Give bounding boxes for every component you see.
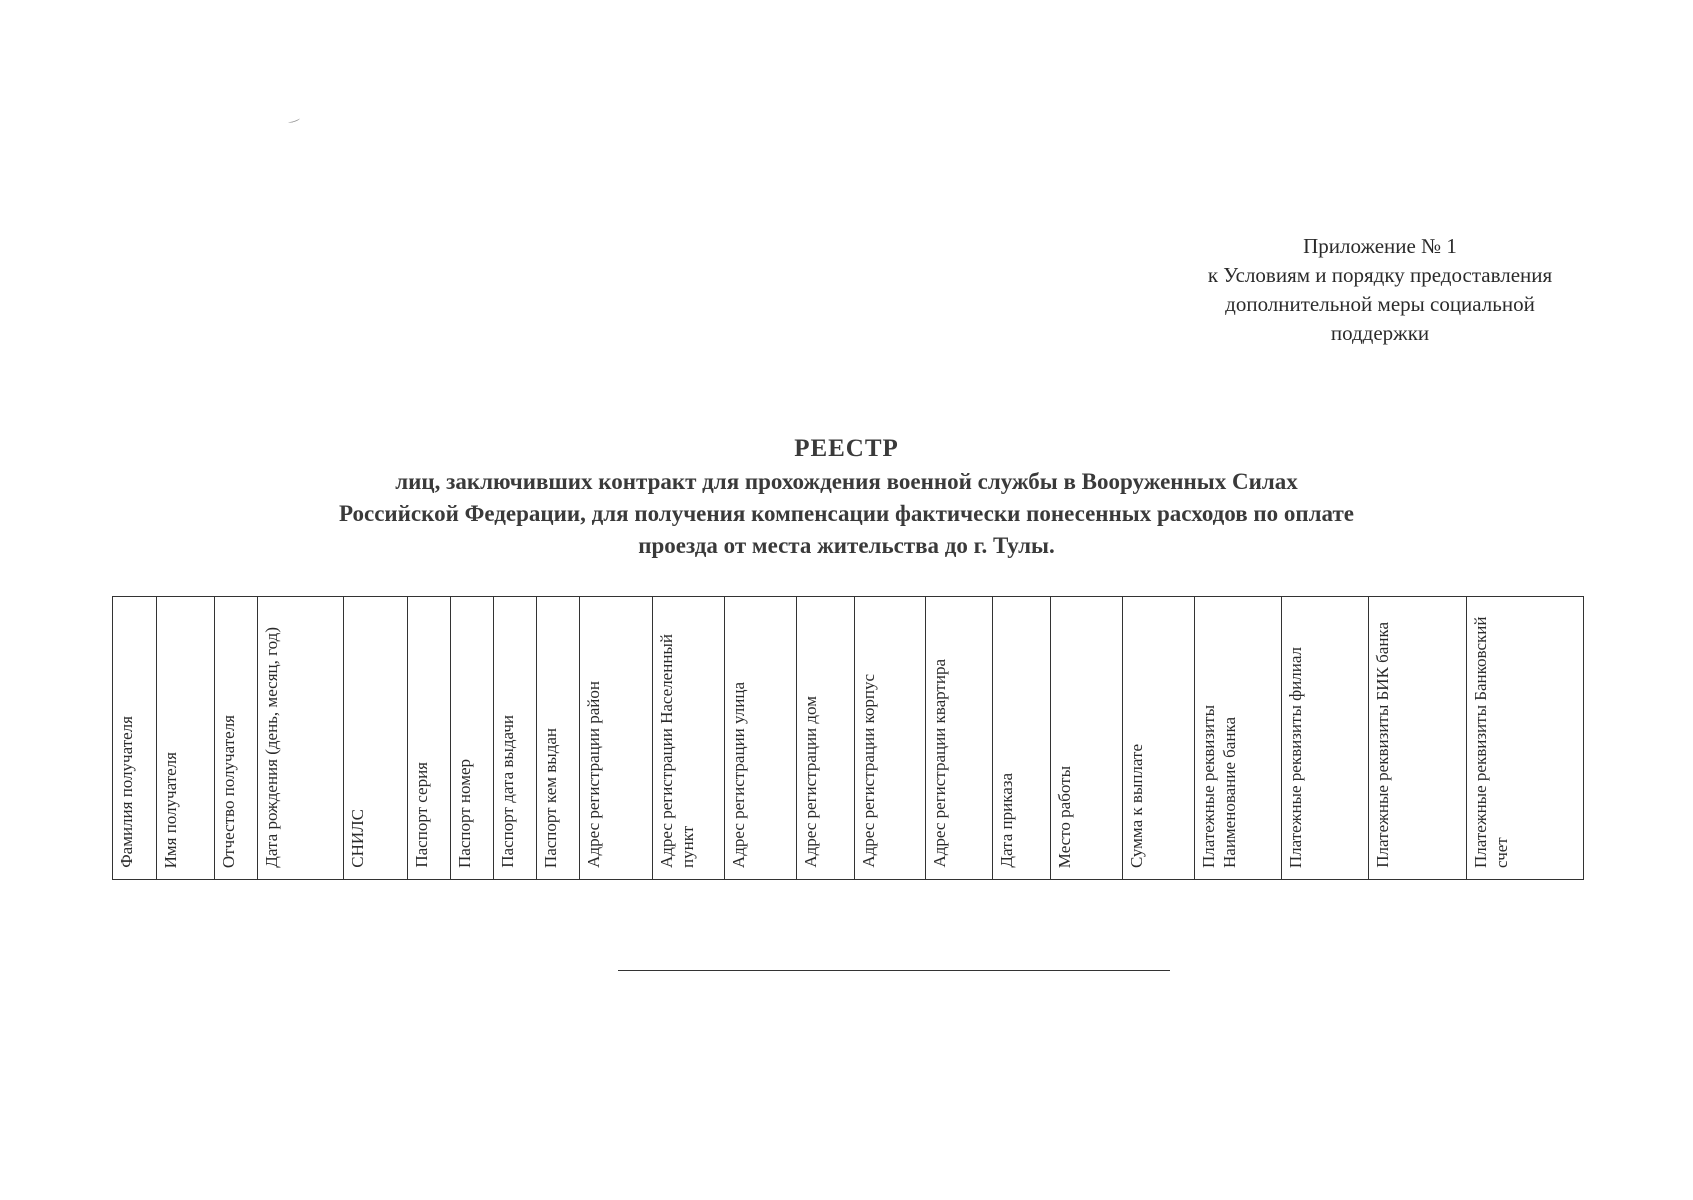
column-header (344, 597, 408, 880)
column-header (1467, 597, 1584, 880)
column-header (797, 597, 855, 880)
column-header-label: Адрес регистрации квартира (930, 659, 949, 868)
column-header (157, 597, 215, 880)
column-header (1051, 597, 1123, 880)
column-header (537, 597, 580, 880)
column-header (993, 597, 1051, 880)
column-header-label: Отчество получателя (219, 714, 238, 868)
column-header-label: Паспорт номер (455, 759, 474, 868)
appendix-note (1150, 232, 1610, 348)
column-header (1123, 597, 1195, 880)
column-header (855, 597, 926, 880)
column-header-label: Платежные реквизиты филиал (1286, 646, 1305, 868)
column-header (1369, 597, 1467, 880)
registry-table (112, 596, 1584, 880)
column-header-label: Паспорт кем выдан (541, 727, 560, 868)
column-header-label: Дата рождения (день, месяц, год) (262, 627, 281, 868)
column-header-label: Адрес регистрации дом (801, 696, 820, 868)
title-line: Российской Федерации, для получения компенсации фактически понесенных расходов по оплате (339, 501, 1354, 526)
title-line: проезда от места жительства до г. Тулы. (638, 533, 1055, 558)
column-header-label: Паспорт дата выдачи (498, 715, 517, 868)
column-header (1195, 597, 1282, 880)
column-header-label: Адрес регистрации улица (729, 681, 748, 868)
column-header (113, 597, 157, 880)
column-header (1282, 597, 1369, 880)
title-line: лиц, заключивших контракт для прохождения военной службы в Вооруженных Силах (395, 469, 1298, 494)
header-row (113, 597, 1584, 880)
column-header (451, 597, 494, 880)
column-header-label: Место работы (1055, 765, 1074, 868)
column-header-label: Адрес регистрации район (584, 681, 603, 868)
column-header (258, 597, 344, 880)
document-title (150, 432, 1543, 562)
column-header-label: Адрес регистрации корпус (859, 674, 878, 868)
column-header-label: Фамилия получателя (117, 716, 136, 868)
column-header (725, 597, 797, 880)
column-header-label: Платежные реквизиты Наименование банка (1199, 705, 1239, 868)
column-header-label: Имя получателя (161, 751, 180, 868)
signature-line (618, 970, 1170, 971)
column-header-label: Сумма к выплате (1127, 743, 1146, 868)
appendix-line: дополнительной меры социальной (1225, 292, 1535, 316)
column-header (653, 597, 725, 880)
column-header-label: Платежные реквизиты БИК банка (1373, 622, 1392, 868)
appendix-line: Приложение № 1 (1303, 234, 1457, 258)
column-header-label: Паспорт серия (412, 762, 431, 868)
appendix-line: поддержки (1330, 321, 1430, 345)
column-header (494, 597, 537, 880)
column-header (926, 597, 993, 880)
column-header-label: СНИЛС (348, 809, 367, 868)
column-header-label: Адрес регистрации Населенный пункт (657, 634, 697, 868)
column-header (580, 597, 653, 880)
appendix-line: к Условиям и порядку предоставления (1207, 263, 1553, 287)
scan-mark (288, 116, 301, 124)
title-main: РЕЕСТР (794, 435, 899, 462)
column-header-label: Платежные реквизиты Банковский счет (1471, 616, 1511, 868)
column-header (408, 597, 451, 880)
column-header (215, 597, 258, 880)
column-header-label: Дата приказа (997, 773, 1016, 868)
